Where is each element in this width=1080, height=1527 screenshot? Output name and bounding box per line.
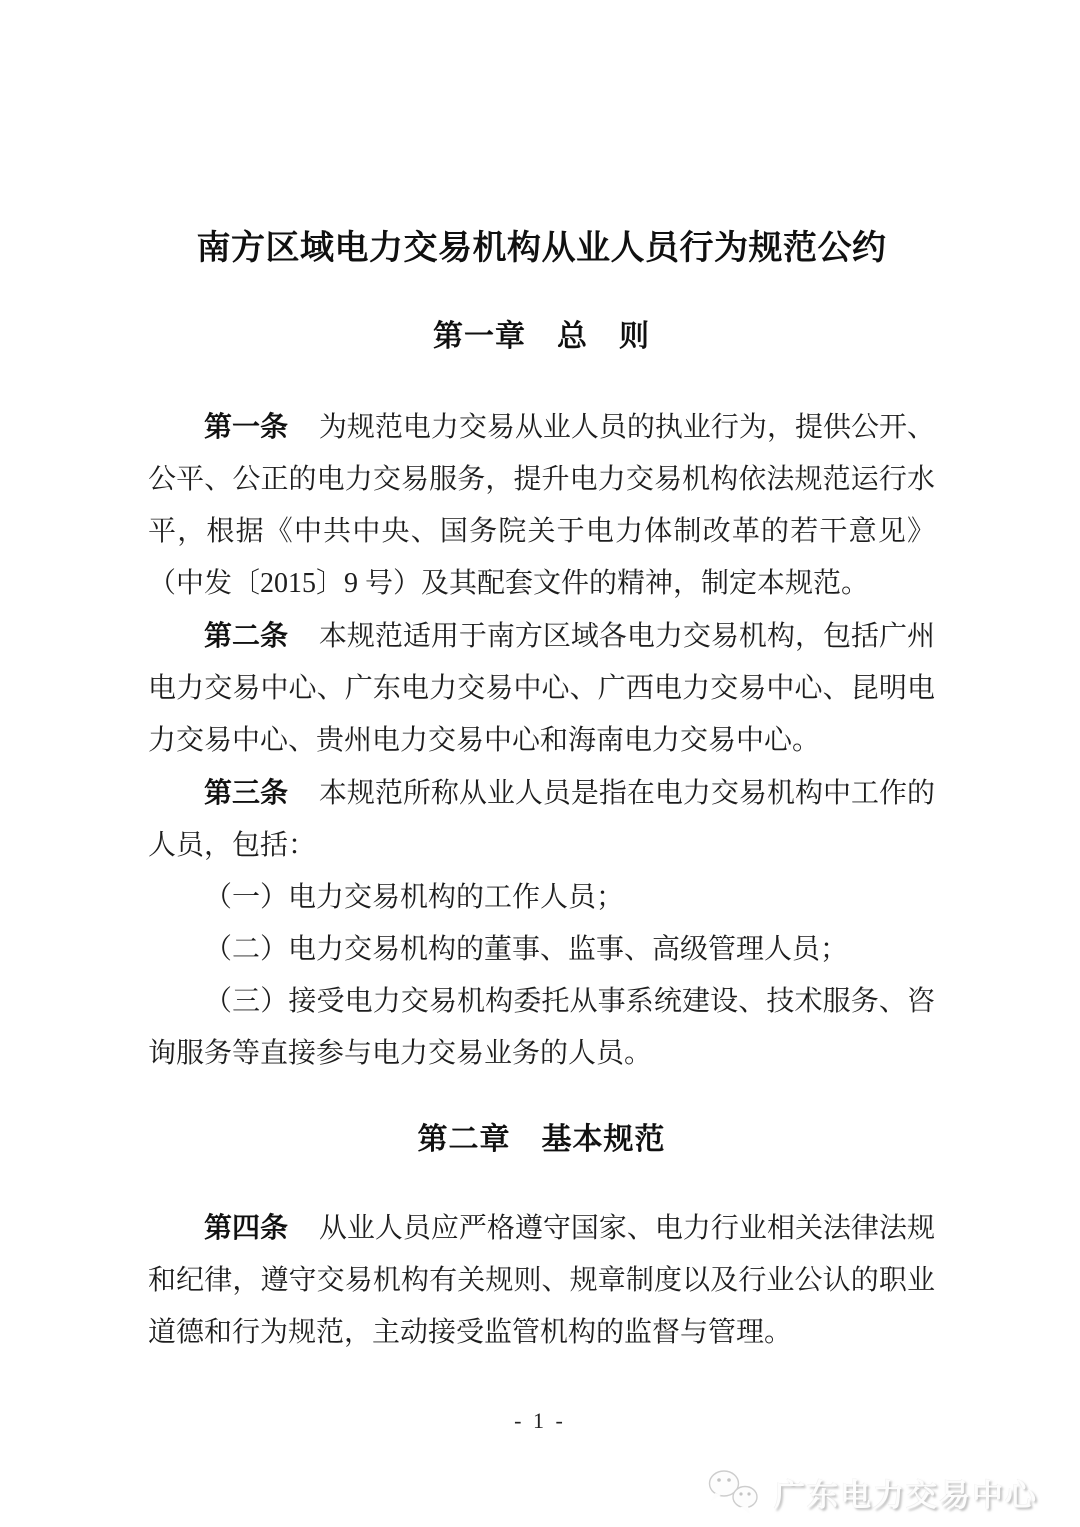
wechat-icon [704,1468,766,1523]
article-3-item-2: （二）电力交易机构的董事、监事、高级管理人员； [204,933,849,965]
footer-logo-text: 广东电力交易中心 [774,1478,1038,1513]
document-title: 南方区域电力交易机构从业人员行为规范公约 [196,229,887,267]
article-1-label: 第一条 [204,410,289,442]
footer-logo [704,1468,1038,1523]
article-3-item-1: （一）电力交易机构的工作人员； [204,881,625,913]
article-3-item-3: （三）接受电力交易机构委托从事系统建设、技术服务、咨询服务等直接参与电力交易业务的人员。 [148,985,935,1069]
article-4 [148,1202,935,1359]
article-2-label: 第二条 [204,619,289,651]
article-2-text: 本规范适用于南方区域各电力交易机构，包括广州电力交易中心、广东电力交易中心、广西电力交易中心、昆明电力交易中心、贵州电力交易中心和海南电力交易中心。 [148,620,935,756]
chapter-2-heading: 第二章 基本规范 [417,1122,666,1156]
article-3 [148,767,935,872]
article-4-text: 从业人员应严格遵守国家、电力行业相关法律法规和纪律，遵守交易机构有关规则、规章制度以及行业公认的职业道德和行为规范，主动接受监管机构的监督与管理。 [148,1212,935,1348]
article-2 [148,610,935,767]
article-3-label: 第三条 [204,776,289,808]
article-1 [148,401,935,610]
article-1-text: 为规范电力交易从业人员的执业行为，提供公开、公平、公正的电力交易服务，提升电力交易机构依法规范运行水平，根据《中共中央、国务院关于电力体制改革的若干意见》（中发〔2015〕9 号）及其配套文件的精神，制定本规范。 [148,411,935,599]
article-3-text: 本规范所称从业人员是指在电力交易机构中工作的人员，包括： [148,777,935,861]
article-4-label: 第四条 [204,1211,289,1243]
page-number: - 1 - [514,1408,566,1433]
chapter-1-heading: 第一章 总 则 [433,319,650,353]
